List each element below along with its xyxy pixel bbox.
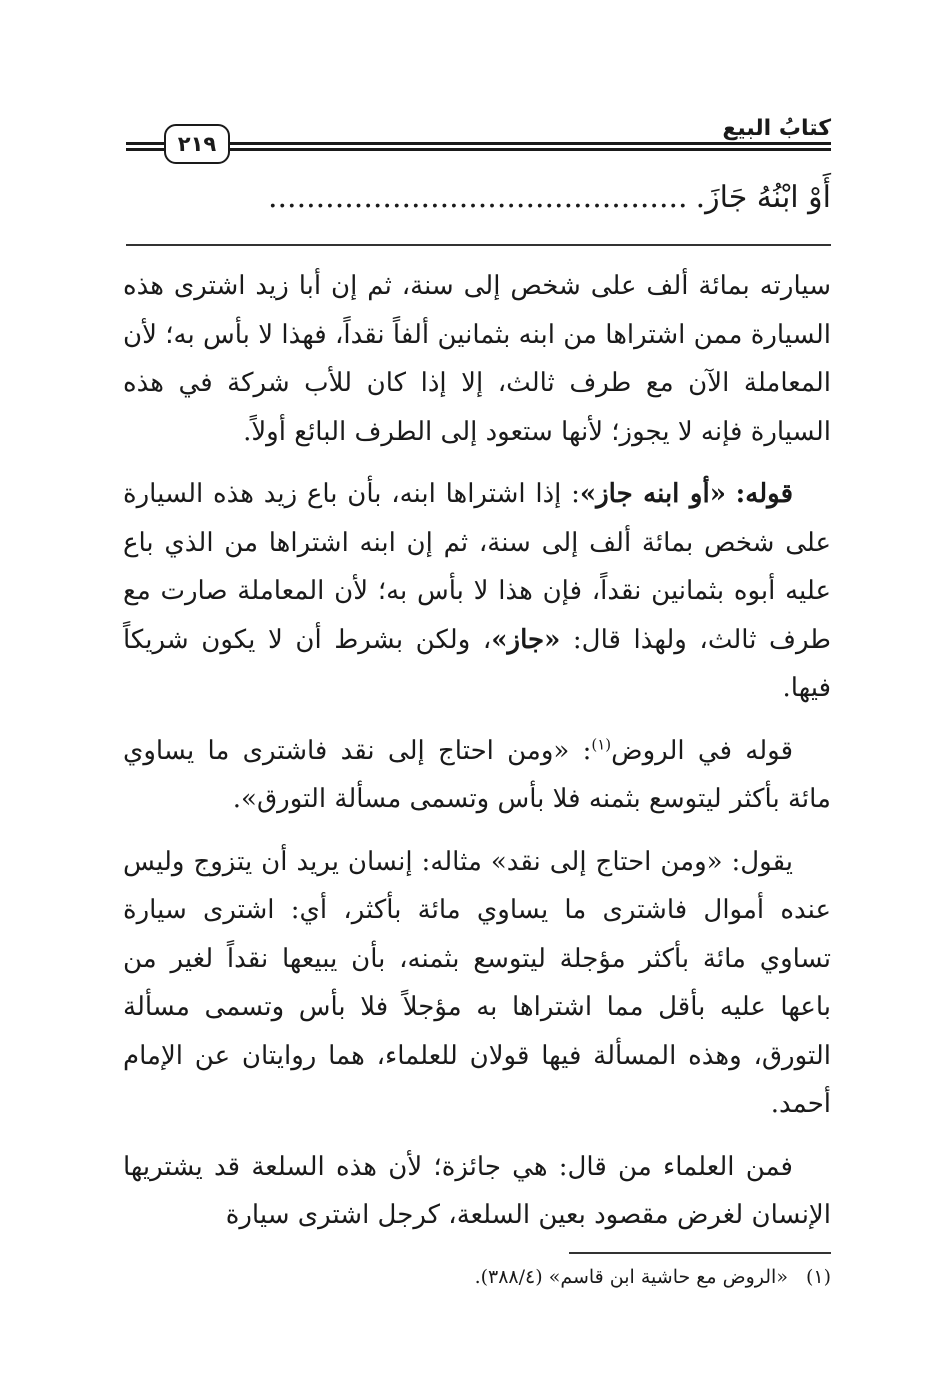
footnote-separator bbox=[569, 1252, 831, 1254]
header-double-rule-left bbox=[126, 142, 168, 152]
header-double-rule bbox=[230, 142, 831, 152]
running-title: كتابُ البيع bbox=[722, 116, 831, 141]
matn-quote-2: «جاز» bbox=[491, 624, 561, 655]
footnote-text: «الروض مع حاشية ابن قاسم» (٣٨٨/٤). bbox=[474, 1266, 788, 1288]
matn-dots: ............................................ bbox=[267, 180, 688, 215]
paragraph-5: فمن العلماء من قال: هي جائزة؛ لأن هذه السلعة قد يشتريها الإنسان لغرض مقصود بعين السلعة، كرجل اشترى سيارة bbox=[123, 1151, 831, 1230]
paragraph-2-text-b: ، ولكن بشرط أن لا يكون شريكاً فيها. bbox=[123, 624, 831, 703]
paragraph-2 bbox=[123, 470, 831, 713]
commentary-body bbox=[123, 262, 831, 1254]
paragraph-2-text-a: : إذا اشتراها ابنه، بأن باع زيد هذه السيارة على شخص بمائة ألف إلى سنة، ثم إن ابنه اشتراها من الذي باع عليه أبوه بثمانين نقداً، فإن هذا لا بأس به؛ لأن المعاملة صارت مع طرف ثالث، ولهذا قال: bbox=[123, 479, 832, 655]
footnote bbox=[123, 1262, 831, 1292]
matn-separator bbox=[126, 244, 831, 246]
paragraph-3-text-a: قوله في الروض bbox=[611, 735, 793, 766]
matn-line bbox=[131, 176, 831, 220]
footnote-number: (١) bbox=[805, 1266, 831, 1288]
paragraph-3 bbox=[123, 727, 831, 824]
paragraph-3-text-b: : «ومن احتاج إلى نقد فاشترى ما يساوي مائة بأكثر ليتوسع بثمنه فلا بأس وتسمى مسألة التورق». bbox=[123, 735, 831, 814]
page-number: ٢١٩ bbox=[164, 124, 230, 164]
paragraph-1: سيارته بمائة ألف على شخص إلى سنة، ثم إن أبا زيد اشترى هذه السيارة ممن اشتراها من ابنه بثمانين ألفاً نقداً، فهذا لا بأس به؛ لأن المعاملة الآن مع طرف ثالث، إلا إذا كان للأب شركة في هذه السيارة فإنه لا يجوز؛ لأنها ستعود إلى الطرف البائع أولاً. bbox=[123, 271, 831, 447]
qawluhu-label: قوله: bbox=[735, 479, 793, 509]
matn-text: أَوْ ابْنُهُ جَازَ. bbox=[695, 180, 831, 215]
matn-quote: «أو ابنه جاز» bbox=[579, 479, 726, 509]
paragraph-4: يقول: «ومن احتاج إلى نقد» مثاله: إنسان يريد أن يتزوج وليس عنده أموال فاشترى ما يساوي مائة بأكثر، أي: اشترى سيارة تساوي مائة بأكثر مؤجلة ليتوسع بثمنه، بأن يبيعها نقداً لغير من باعها عليه بأقل مما اشتراها به مؤجلاً فلا بأس وتسمى مسألة التورق، وهذه المسألة فيها قولان للعلماء، هما روايتان عن الإمام أحمد. bbox=[123, 846, 831, 1119]
footnote-reference[interactable]: (١) bbox=[591, 734, 612, 753]
